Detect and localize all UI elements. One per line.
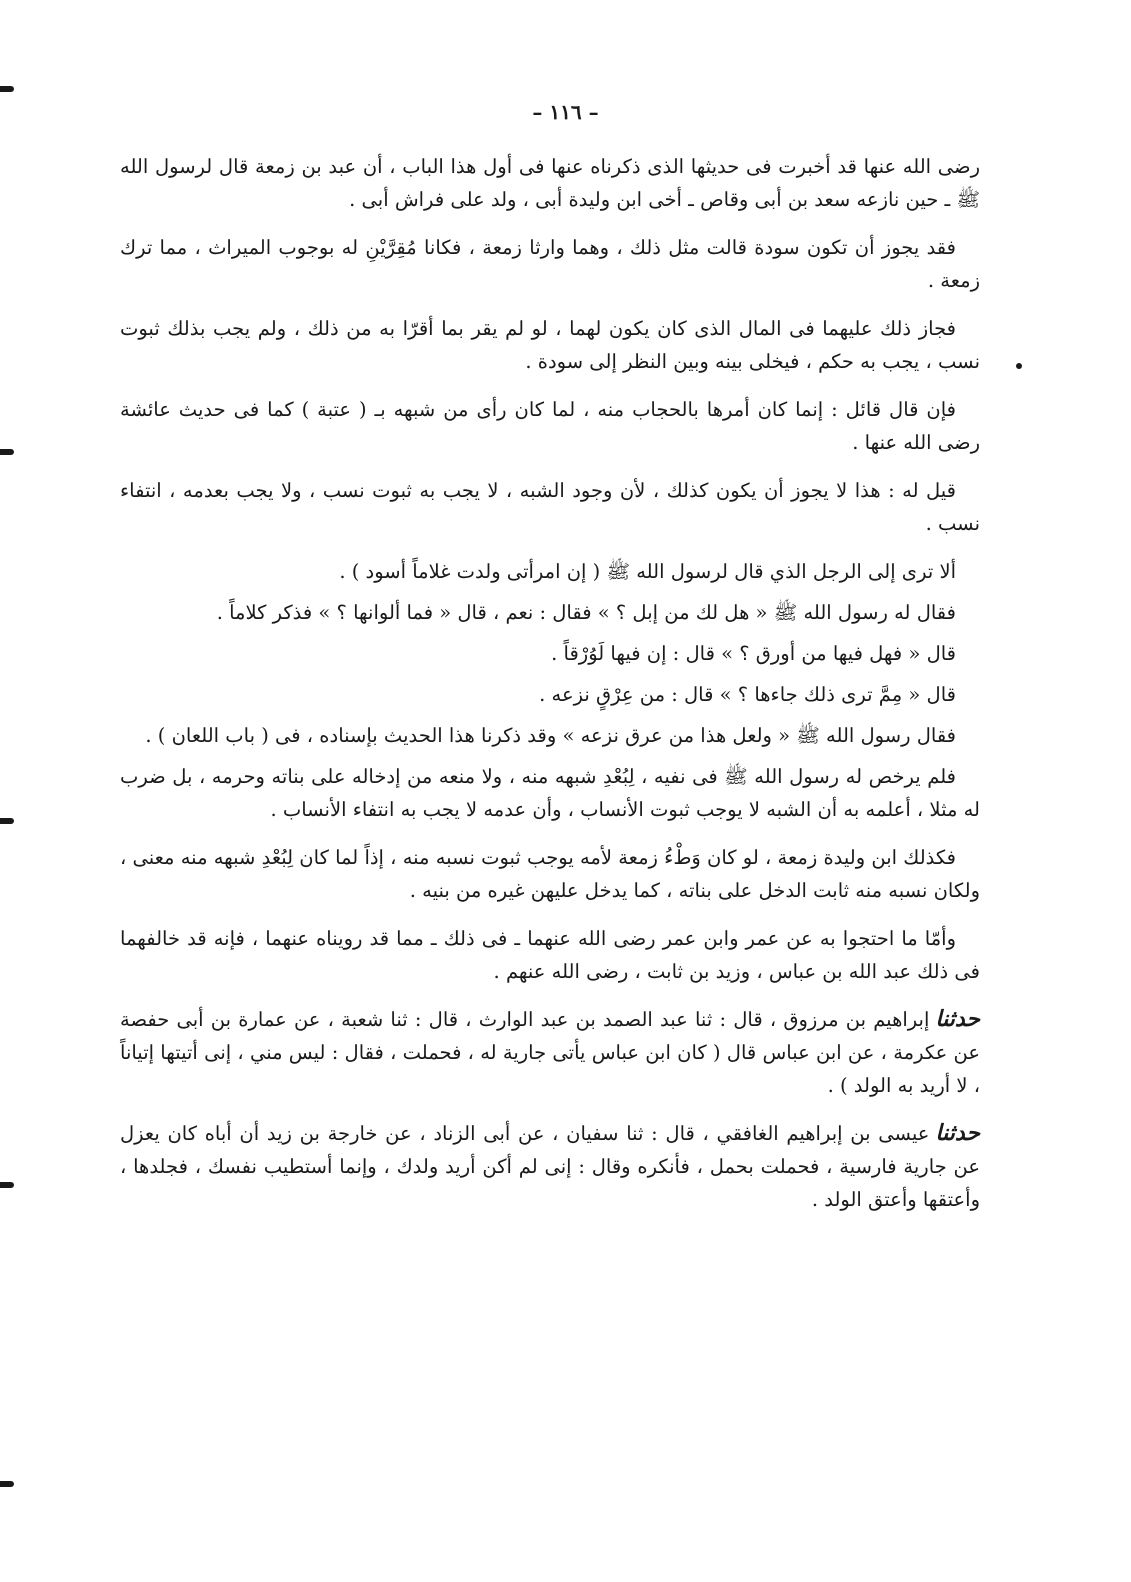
paragraph-text: قيل له : هذا لا يجوز أن يكون كذلك ، لأن وجود الشبه ، لا يجب به ثبوت نسب ، ولا يجب بعدمه ، انتفاء نسب . bbox=[120, 479, 980, 535]
paragraph-text: قال « مِمَّ ترى ذلك جاءها ؟ » قال : من عِرْقٍ نزعه . bbox=[539, 683, 956, 706]
paragraph-text: رضى الله عنها قد أخبرت فى حديثها الذى ذكرناه عنها فى أول هذا الباب ، أن عبد بن زمعة قال لرسول الله ﷺ ـ حين نازعه سعد بن أبى وقاص ـ أخى ابن وليدة أبى ، ولد على فراش أبى . bbox=[120, 155, 980, 211]
margin-mark bbox=[0, 449, 14, 455]
paragraph-lead-word: حدثنا bbox=[935, 1006, 980, 1032]
paragraph-text: وأمّا ما احتجوا به عن عمر وابن عمر رضى الله عنهما ـ فى ذلك ـ مما قد رويناه عنهما ، فإنه قد خالفهما فى ذلك عبد الله بن عباس ، وزيد بن ثابت ، رضى الله عنهم . bbox=[120, 927, 980, 983]
paragraph bbox=[120, 760, 980, 826]
paragraph bbox=[120, 555, 980, 588]
paragraph-text: ألا ترى إلى الرجل الذي قال لرسول الله ﷺ ( إن امرأتى ولدت غلاماً أسود ) . bbox=[339, 560, 956, 583]
paragraph bbox=[120, 150, 980, 216]
margin-dot bbox=[1016, 363, 1022, 369]
paragraph bbox=[120, 474, 980, 540]
paragraph-text: فكذلك ابن وليدة زمعة ، لو كان وَطْءُ زمعة لأمه يوجب ثبوت نسبه منه ، إذاً لما كان لِبُعْدِ شبهه منه معنى ، ولكان نسبه منه ثابت الدخل على بناته ، كما يدخل عليهن غيره من بنيه . bbox=[120, 846, 980, 902]
paragraph bbox=[120, 1117, 980, 1216]
paragraph-text: عيسى بن إبراهيم الغافقي ، قال : ثنا سفيان ، عن أبى الزناد ، عن خارجة بن زيد أن أباه كان يعزل عن جارية فارسية ، فحملت بحمل ، فأنكره وقال : إنى لم أكن أريد ولدك ، وإنما أستطيب نفسك ، فجلدها ، وأعتقها وأعتق الولد . bbox=[120, 1122, 980, 1211]
paragraph-text: فقد يجوز أن تكون سودة قالت مثل ذلك ، وهما وارثا زمعة ، فكانا مُقِرَّيْنِ له بوجوب الميراث ، مما ترك زمعة . bbox=[120, 236, 980, 292]
paragraph-lead-word: حدثنا bbox=[935, 1120, 980, 1146]
paragraph-text: قال « فهل فيها من أورق ؟ » قال : إن فيها لَوُرْقاً . bbox=[551, 642, 956, 665]
paragraph-text: فإن قال قائل : إنما كان أمرها بالحجاب منه ، لما كان رأى من شبهه بـ ( عتبة ) كما فى حديث عائشة رضى الله عنها . bbox=[120, 398, 980, 454]
paragraph bbox=[120, 1003, 980, 1102]
paragraph bbox=[120, 637, 980, 670]
paragraph-text: فلم يرخص له رسول الله ﷺ فى نفيه ، لِبُعْدِ شبهه منه ، ولا منعه من إدخاله على بناته وحرمه ، بل ضرب له مثلا ، أعلمه به أن الشبه لا يوجب ثبوت الأنساب ، وأن عدمه لا يجب به انتفاء الأنساب . bbox=[120, 765, 980, 821]
document-body bbox=[120, 150, 980, 1231]
paragraph bbox=[120, 719, 980, 752]
paragraph bbox=[120, 231, 980, 297]
paragraph-text: فجاز ذلك عليهما فى المال الذى كان يكون لهما ، لو لم يقر بما أقرّا به من ذلك ، ولم يجب بذلك ثبوت نسب ، يجب به حكم ، فيخلى بينه وبين النظر إلى سودة . bbox=[120, 317, 980, 373]
margin-mark bbox=[0, 1481, 14, 1487]
paragraph bbox=[120, 393, 980, 459]
paragraph bbox=[120, 596, 980, 629]
margin-mark bbox=[0, 1182, 14, 1188]
paragraph-text: فقال رسول الله ﷺ « ولعل هذا من عرق نزعه » وقد ذكرنا هذا الحديث بإسناده ، فى ( باب اللعان ) . bbox=[145, 724, 956, 747]
margin-mark bbox=[0, 818, 14, 824]
paragraph bbox=[120, 312, 980, 378]
paragraph bbox=[120, 922, 980, 988]
paragraph-text: فقال له رسول الله ﷺ « هل لك من إبل ؟ » فقال : نعم ، قال « فما ألوانها ؟ » فذكر كلاماً . bbox=[216, 601, 956, 624]
margin-mark bbox=[0, 86, 14, 92]
paragraph bbox=[120, 841, 980, 907]
page-number: – ١١٦ – bbox=[532, 100, 599, 124]
paragraph-text: إبراهيم بن مرزوق ، قال : ثنا عبد الصمد بن عبد الوارث ، قال : ثنا شعبة ، عن عمارة بن أبى حفصة عن عكرمة ، عن ابن عباس قال ( كان ابن عباس يأتى جارية له ، فحملت ، فقال : ليس مني ، إنى أتيتها إتياناً ، لا أريد به الولد ) . bbox=[120, 1008, 980, 1097]
paragraph bbox=[120, 678, 980, 711]
